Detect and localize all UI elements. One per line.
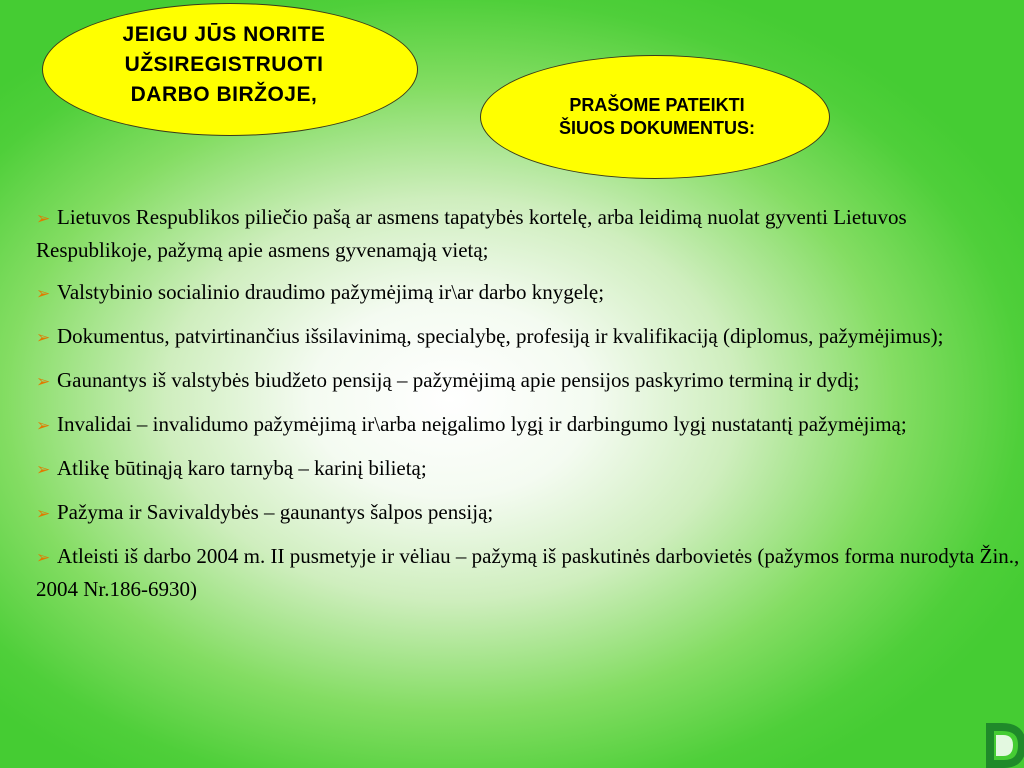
document-list [36,202,1021,616]
heading-left-line-2: UŽSIREGISTRUOTI [124,52,324,76]
list-item-text: Valstybinio socialinio draudimo pažymėjimą ir\ar darbo knygelę; [57,280,605,304]
list-item [36,321,1021,354]
heading-oval-left [42,3,418,136]
list-item-text: Gaunantys iš valstybės biudžeto pensiją – pažymėjimą apie pensijos paskyrimo terminą ir dydį; [57,368,860,392]
list-item [36,497,1021,530]
heading-left-line-1: JEIGU JŪS NORITE [122,22,326,46]
arrow-bullet-icon: ➢ [36,416,51,436]
list-item [36,541,1021,605]
list-item-text: Atleisti iš darbo 2004 m. II pusmetyje ir vėliau – pažymą iš paskutinės darbovietės (pažymos forma nurodyta Žin., 2004 Nr.186-6930) [36,544,1020,601]
arrow-bullet-icon: ➢ [36,460,51,480]
heading-right-line-1: PRAŠOME PATEIKTI [569,95,745,115]
heading-left-line-3: DARBO BIRŽOJE, [130,82,318,106]
arrow-bullet-icon: ➢ [36,328,51,348]
list-item [36,409,1021,442]
heading-right-line-2: ŠIUOS DOKUMENTUS: [558,118,755,138]
arrow-bullet-icon: ➢ [36,372,51,392]
arrow-bullet-icon: ➢ [36,209,51,229]
list-item [36,277,1021,310]
list-item-text: Atlikę būtinąją karo tarnybą – karinį bilietą; [57,456,427,480]
green-d-logo-icon [980,723,1024,768]
list-item-text: Lietuvos Respublikos piliečio pašą ar asmens tapatybės kortelę, arba leidimą nuolat gyventi Lietuvos Respublikoje, pažymą apie asmens gyvenamąją vietą; [36,205,907,262]
arrow-bullet-icon: ➢ [36,284,51,304]
list-item [36,453,1021,486]
arrow-bullet-icon: ➢ [36,504,51,524]
arrow-bullet-icon: ➢ [36,548,51,568]
list-item [36,365,1021,398]
list-item-text: Pažyma ir Savivaldybės – gaunantys šalpos pensiją; [57,500,494,524]
list-item-text: Dokumentus, patvirtinančius išsilavinimą, specialybę, profesiją ir kvalifikaciją (diplomus, pažymėjimus); [57,324,944,348]
heading-oval-right [480,55,830,179]
list-item-text: Invalidai – invalidumo pažymėjimą ir\arba neįgalimo lygį ir darbingumo lygį nustatantį pažymėjimą; [57,412,907,436]
list-item [36,202,1021,266]
